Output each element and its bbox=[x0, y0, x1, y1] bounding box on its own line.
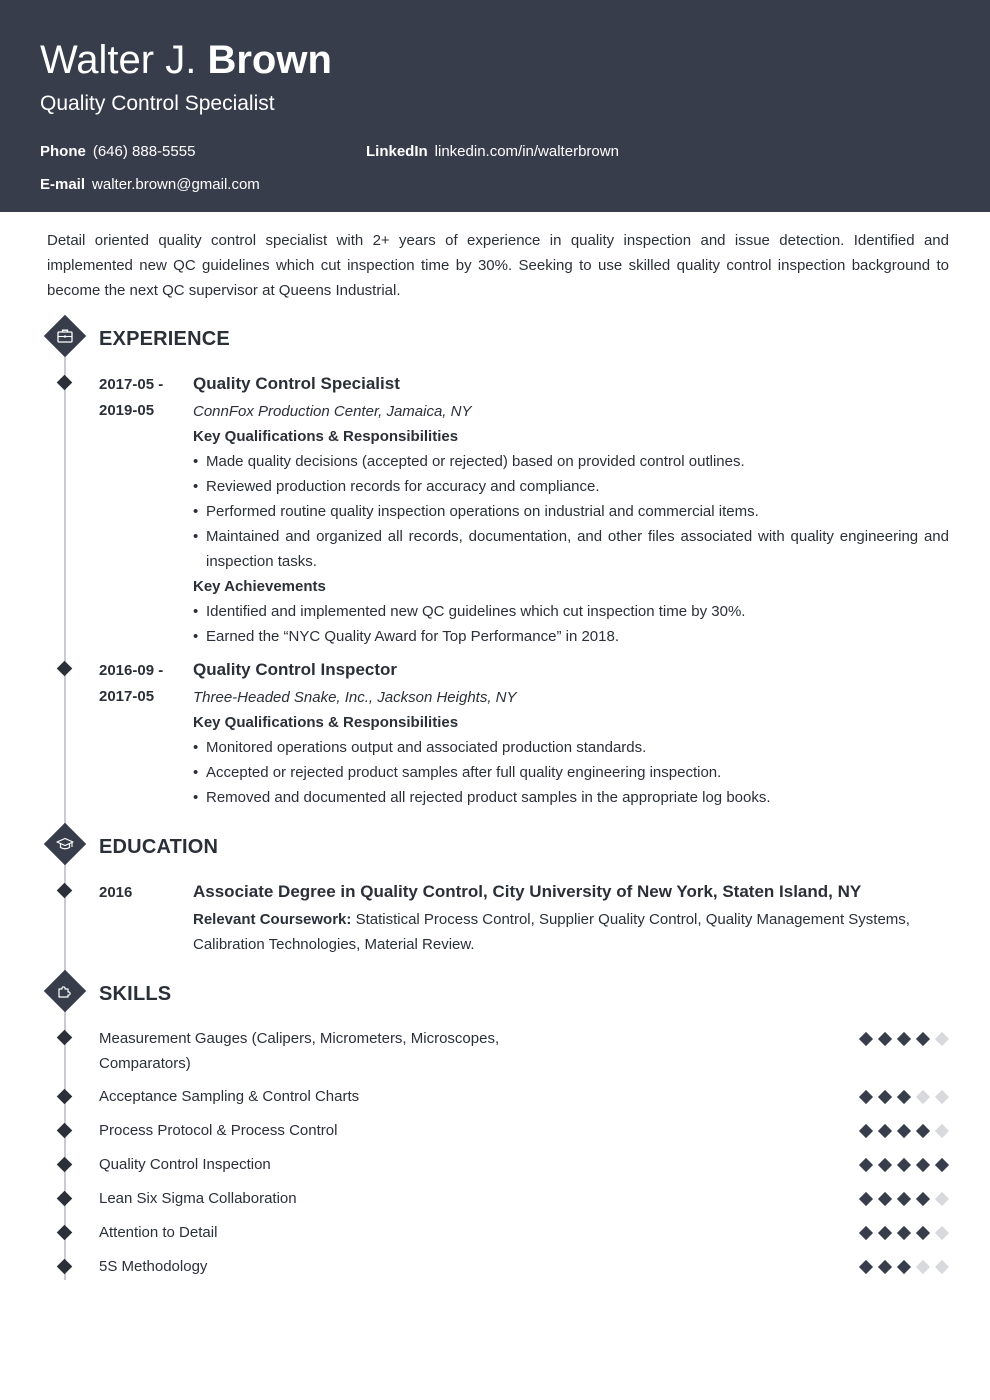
rating-diamond-filled bbox=[878, 1124, 892, 1138]
skills-heading: SKILLS bbox=[99, 983, 172, 1005]
job-role: Quality Control Inspector bbox=[193, 660, 398, 679]
rating-diamond-filled bbox=[878, 1226, 892, 1240]
rating-diamond-empty bbox=[935, 1260, 949, 1274]
timeline-marker bbox=[57, 1259, 73, 1275]
rating-diamond-filled bbox=[897, 1260, 911, 1274]
phone-label: Phone bbox=[40, 143, 86, 160]
rating-diamond-empty bbox=[935, 1090, 949, 1104]
resume-header bbox=[0, 0, 990, 212]
skill-rating bbox=[858, 1191, 952, 1207]
list-item: • Earned the “NYC Quality Award for Top Performance” in 2018. bbox=[193, 628, 619, 645]
rating-diamond-filled bbox=[859, 1226, 873, 1240]
rating-diamond-filled bbox=[916, 1124, 930, 1138]
rating-diamond-filled bbox=[859, 1090, 873, 1104]
list-item: • Reviewed production records for accuracy and compliance. bbox=[193, 478, 600, 495]
briefcase-icon bbox=[55, 326, 75, 346]
rating-diamond-filled bbox=[878, 1158, 892, 1172]
responsibilities-heading: Key Qualifications & Responsibilities bbox=[193, 714, 459, 731]
email-label: E-mail bbox=[40, 176, 86, 193]
candidate-title: Quality Control Specialist bbox=[40, 92, 275, 115]
rating-diamond-filled bbox=[897, 1032, 911, 1046]
education-coursework bbox=[193, 907, 933, 957]
rating-diamond-empty bbox=[935, 1226, 949, 1240]
contact-phone bbox=[40, 142, 195, 162]
skill-name: 5S Methodology bbox=[99, 1258, 208, 1275]
skill-rating bbox=[858, 1031, 952, 1047]
graduation-cap-icon bbox=[55, 834, 75, 854]
education-year: 2016 bbox=[99, 884, 133, 901]
rating-diamond-filled bbox=[859, 1158, 873, 1172]
job-date-end: 2019-05 bbox=[99, 402, 155, 419]
rating-diamond-filled bbox=[859, 1032, 873, 1046]
job-date-end: 2017-05 bbox=[99, 688, 155, 705]
experience-heading: EXPERIENCE bbox=[99, 328, 230, 350]
email-link[interactable]: walter.brown@gmail.com bbox=[92, 176, 260, 193]
rating-diamond-filled bbox=[878, 1090, 892, 1104]
rating-diamond-empty bbox=[916, 1260, 930, 1274]
job-company: Three-Headed Snake, Inc., Jackson Heights, NY bbox=[193, 689, 517, 706]
contact-linkedin bbox=[366, 142, 619, 162]
job-role: Quality Control Specialist bbox=[193, 374, 400, 393]
list-item: • Monitored operations output and associated production standards. bbox=[193, 739, 647, 756]
list-item: • Made quality decisions (accepted or rejected) based on provided control outlines. bbox=[193, 453, 745, 470]
rating-diamond-filled bbox=[897, 1158, 911, 1172]
contact-email bbox=[40, 175, 260, 195]
timeline-line bbox=[64, 357, 66, 1280]
linkedin-label: LinkedIn bbox=[366, 143, 428, 160]
timeline-marker bbox=[57, 1123, 73, 1139]
skills-section-icon bbox=[44, 970, 86, 1012]
timeline-marker bbox=[57, 1089, 73, 1105]
skill-name: Attention to Detail bbox=[99, 1224, 218, 1241]
rating-diamond-filled bbox=[916, 1032, 930, 1046]
list-item: • Accepted or rejected product samples after full quality engineering inspection. bbox=[193, 764, 722, 781]
rating-diamond-filled bbox=[897, 1226, 911, 1240]
rating-diamond-filled bbox=[859, 1260, 873, 1274]
puzzle-piece-icon bbox=[55, 981, 75, 1001]
list-item: • Removed and documented all rejected product samples in the appropriate log books. bbox=[193, 789, 771, 806]
profile-summary: Detail oriented quality control specialist with 2+ years of experience in quality inspection and issue detection. Identified and implemented new QC guidelines which cut inspection time by 30%. Seeking to use skilled quality control inspection background to become the next QC supervisor at Queens Industrial. bbox=[47, 232, 949, 299]
skill-name: Measurement Gauges (Calipers, Micrometers, Microscopes, Comparators) bbox=[99, 1030, 500, 1072]
rating-diamond-filled bbox=[916, 1158, 930, 1172]
education-section-icon bbox=[44, 823, 86, 865]
skill-name: Quality Control Inspection bbox=[99, 1156, 271, 1173]
rating-diamond-filled bbox=[859, 1124, 873, 1138]
list-item: • Maintained and organized all records, documentation, and other files associated with quality engineering and inspection tasks. bbox=[193, 528, 949, 570]
responsibilities-heading: Key Qualifications & Responsibilities bbox=[193, 428, 459, 445]
skill-rating bbox=[858, 1123, 952, 1139]
skill-rating bbox=[858, 1259, 952, 1275]
rating-diamond-filled bbox=[878, 1192, 892, 1206]
rating-diamond-filled bbox=[859, 1192, 873, 1206]
rating-diamond-filled bbox=[897, 1192, 911, 1206]
list-item: • Identified and implemented new QC guidelines which cut inspection time by 30%. bbox=[193, 603, 746, 620]
first-name: Walter J. bbox=[40, 38, 197, 82]
timeline-marker bbox=[57, 1225, 73, 1241]
achievements-heading: Key Achievements bbox=[193, 578, 326, 595]
timeline-marker bbox=[57, 375, 73, 391]
job-date-start: 2017-05 - bbox=[99, 376, 164, 393]
skill-name: Acceptance Sampling & Control Charts bbox=[99, 1088, 360, 1105]
rating-diamond-filled bbox=[878, 1032, 892, 1046]
rating-diamond-filled bbox=[878, 1260, 892, 1274]
phone-value: (646) 888-5555 bbox=[92, 143, 196, 160]
timeline-marker bbox=[57, 1030, 73, 1046]
timeline-marker bbox=[57, 661, 73, 677]
timeline-marker bbox=[57, 1157, 73, 1173]
education-degree: Associate Degree in Quality Control, City University of New York, Staten Island, NY bbox=[193, 882, 862, 901]
skill-name: Process Protocol & Process Control bbox=[99, 1122, 338, 1139]
rating-diamond-filled bbox=[916, 1226, 930, 1240]
rating-diamond-filled bbox=[897, 1124, 911, 1138]
skill-rating bbox=[858, 1089, 952, 1105]
rating-diamond-empty bbox=[935, 1032, 949, 1046]
rating-diamond-filled bbox=[916, 1192, 930, 1206]
last-name: Brown bbox=[207, 38, 332, 82]
list-item: • Performed routine quality inspection operations on industrial and commercial items. bbox=[193, 503, 759, 520]
experience-section-icon bbox=[44, 315, 86, 357]
skill-rating bbox=[858, 1225, 952, 1241]
coursework-label: Relevant Coursework: bbox=[193, 911, 352, 928]
rating-diamond-filled bbox=[935, 1158, 949, 1172]
candidate-name bbox=[40, 36, 332, 84]
job-company: ConnFox Production Center, Jamaica, NY bbox=[193, 403, 472, 420]
job-date-start: 2016-09 - bbox=[99, 662, 164, 679]
skill-rating bbox=[858, 1157, 952, 1173]
timeline-marker bbox=[57, 1191, 73, 1207]
coursework-text: Statistical Process Control, Supplier Quality Control, Quality Management Systems, Calibration Technologies, Material Review. bbox=[193, 911, 910, 953]
education-heading: EDUCATION bbox=[99, 836, 219, 858]
rating-diamond-empty bbox=[935, 1192, 949, 1206]
rating-diamond-empty bbox=[916, 1090, 930, 1104]
skill-name: Lean Six Sigma Collaboration bbox=[99, 1190, 297, 1207]
linkedin-link[interactable]: linkedin.com/in/walterbrown bbox=[434, 143, 619, 160]
rating-diamond-empty bbox=[935, 1124, 949, 1138]
timeline-marker bbox=[57, 883, 73, 899]
rating-diamond-filled bbox=[897, 1090, 911, 1104]
